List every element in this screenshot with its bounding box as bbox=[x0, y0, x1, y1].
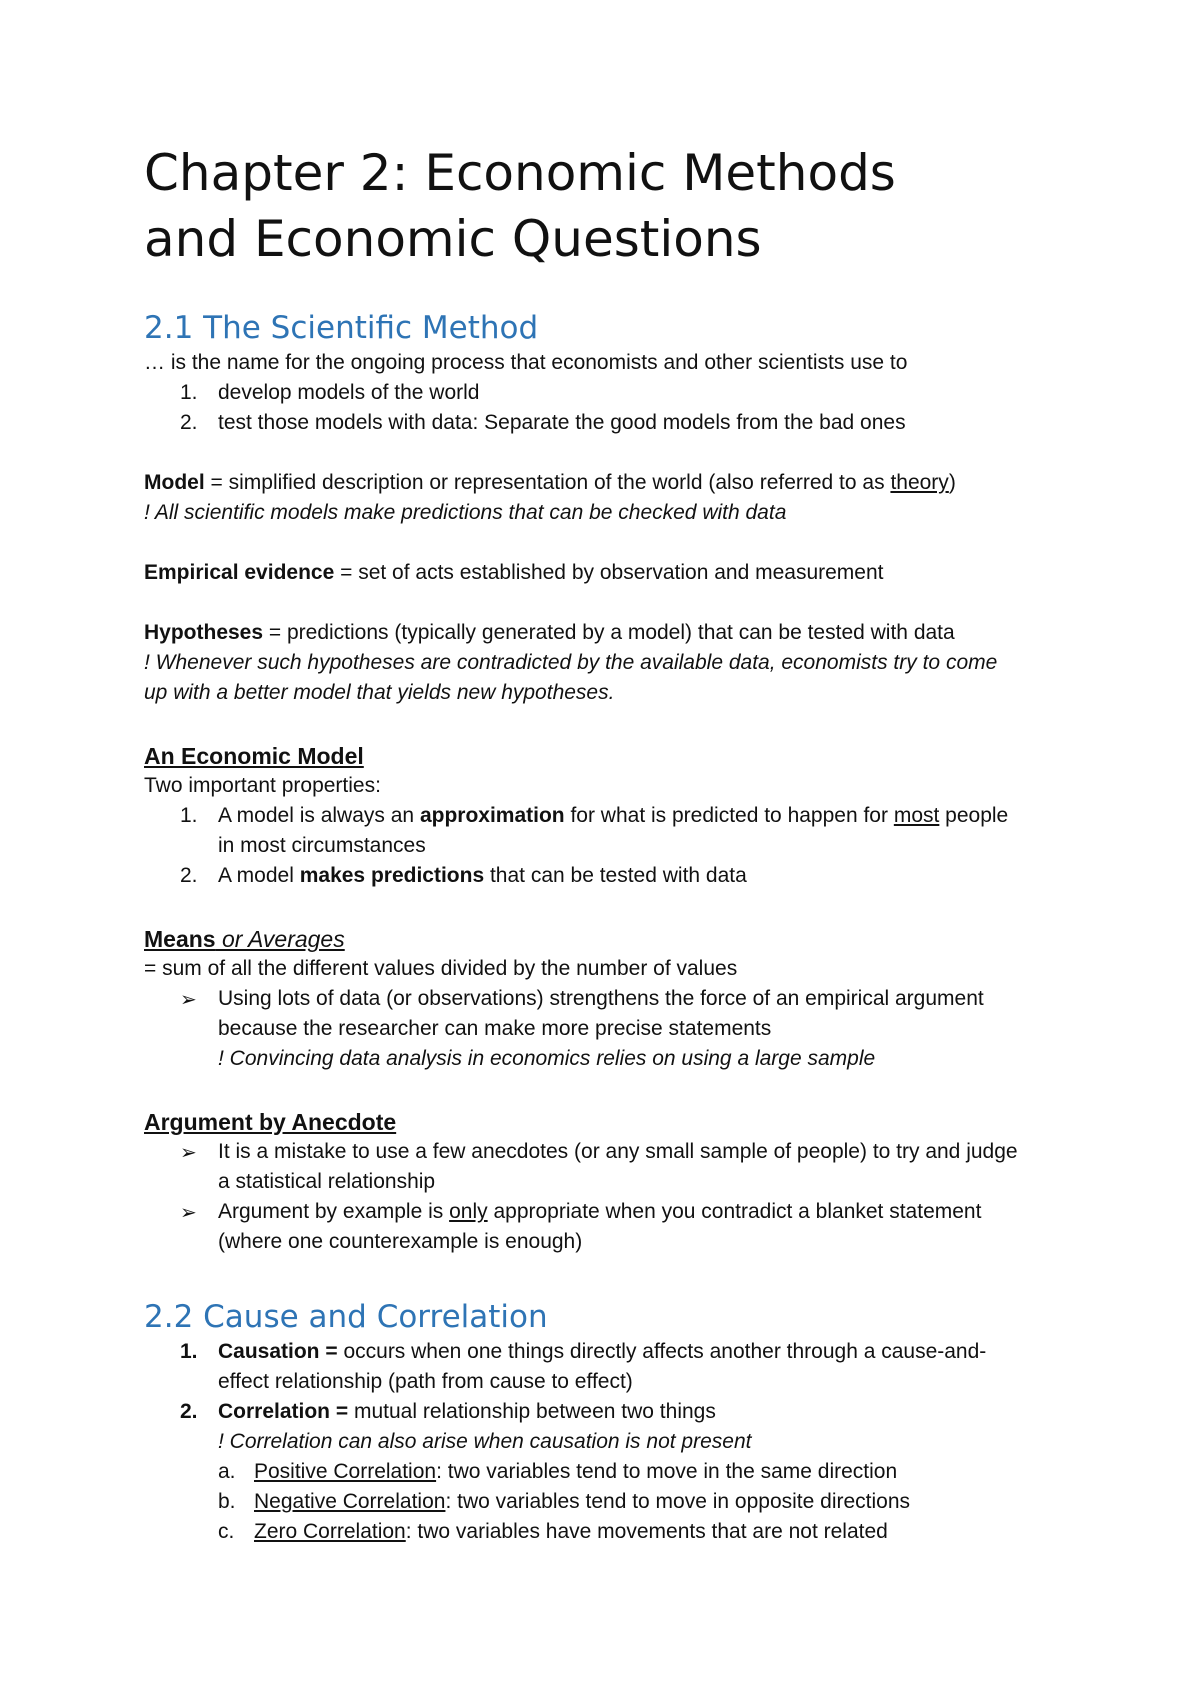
arrow-bullet-icon: ➢ bbox=[180, 1140, 197, 1164]
hypotheses-def-text: = predictions (typically generated by a model) that can be tested with data bbox=[263, 621, 955, 644]
hypotheses-definition bbox=[144, 618, 1064, 648]
list-text: that can be tested with data bbox=[484, 864, 747, 887]
makes-predictions-term: makes predictions bbox=[299, 864, 485, 887]
list-text: because the researcher can make more precise statements bbox=[218, 1017, 772, 1040]
means-note: ! Convincing data analysis in economics relies on using a large sample bbox=[218, 1047, 876, 1070]
model-close: ) bbox=[948, 471, 956, 494]
economic-model-intro: Two important properties: bbox=[144, 774, 381, 797]
approximation-term: approximation bbox=[419, 804, 565, 827]
list-text: Using lots of data (or observations) strengthens the force of an empirical argument bbox=[218, 987, 984, 1010]
sub-list-item bbox=[144, 1487, 1064, 1517]
list-text: effect relationship (path from cause to effect) bbox=[218, 1370, 633, 1393]
list-text: for what is predicted to happen for bbox=[564, 804, 894, 827]
list-text: A model is always an bbox=[218, 804, 420, 827]
sub-list-item bbox=[144, 1457, 1064, 1487]
document-page bbox=[144, 140, 1064, 1547]
arrow-bullet-icon: ➢ bbox=[180, 987, 197, 1011]
list-text: occurs when one things directly affects another through a cause-and- bbox=[337, 1340, 987, 1363]
list-text: mutual relationship between two things bbox=[348, 1400, 716, 1423]
list-text: test those models with data: Separate the good models from the bad ones bbox=[218, 411, 906, 434]
list-letter: b. bbox=[218, 1490, 236, 1513]
hypotheses-note-line1: ! Whenever such hypotheses are contradicted by the available data, economists try to come bbox=[144, 651, 998, 674]
list-text: develop models of the world bbox=[218, 381, 480, 404]
list-item bbox=[144, 1137, 1064, 1197]
hypotheses-note-line2: up with a better model that yields new hypotheses. bbox=[144, 681, 615, 704]
means-definition: = sum of all the different values divided by the number of values bbox=[144, 957, 738, 980]
model-def-text: = simplified description or representation of the world (also referred to as bbox=[204, 471, 891, 494]
most-term: most bbox=[893, 804, 940, 827]
list-item bbox=[144, 1397, 1064, 1457]
zero-correlation-term: Zero Correlation bbox=[254, 1520, 406, 1543]
list-item bbox=[144, 801, 1064, 861]
hypotheses-term: Hypotheses bbox=[144, 621, 264, 644]
means-term: Means bbox=[144, 926, 216, 952]
list-text: in most circumstances bbox=[218, 834, 426, 857]
list-text: appropriate when you contradict a blanket statement bbox=[487, 1200, 982, 1223]
theory-term: theory bbox=[890, 471, 949, 494]
means-heading bbox=[144, 924, 1064, 954]
empirical-def-text: = set of acts established by observation and measurement bbox=[334, 561, 884, 584]
list-number: 1. bbox=[180, 804, 198, 827]
sub-list-item bbox=[144, 1517, 1064, 1547]
list-text: : two variables tend to move in the same direction bbox=[436, 1460, 898, 1483]
list-number: 2. bbox=[180, 864, 198, 887]
list-text: a statistical relationship bbox=[218, 1170, 436, 1193]
list-letter: a. bbox=[218, 1460, 236, 1483]
list-text: A model bbox=[218, 864, 300, 887]
model-definition bbox=[144, 468, 1064, 498]
chapter-title bbox=[144, 140, 1064, 272]
empirical-term: Empirical evidence bbox=[144, 561, 335, 584]
list-number: 1. bbox=[180, 381, 198, 404]
list-item bbox=[144, 861, 1064, 891]
only-term: only bbox=[449, 1200, 488, 1223]
correlation-note: ! Correlation can also arise when causation is not present bbox=[218, 1430, 752, 1453]
chapter-title-line2: and Economic Questions bbox=[144, 210, 762, 268]
list-number: 1. bbox=[180, 1340, 198, 1363]
averages-term: or Averages bbox=[215, 926, 345, 952]
empirical-evidence-definition bbox=[144, 558, 1064, 588]
causation-term: Causation = bbox=[218, 1340, 338, 1363]
arrow-bullet-icon: ➢ bbox=[180, 1200, 197, 1224]
negative-correlation-term: Negative Correlation bbox=[254, 1490, 446, 1513]
list-item bbox=[144, 984, 1064, 1074]
chapter-title-line1: Chapter 2: Economic Methods bbox=[144, 144, 896, 202]
scientific-method-intro: … is the name for the ongoing process that economists and other scientists use to bbox=[144, 351, 908, 374]
list-number: 2. bbox=[180, 411, 198, 434]
model-term: Model bbox=[144, 471, 205, 494]
list-text: (where one counterexample is enough) bbox=[218, 1230, 583, 1253]
list-text: : two variables tend to move in opposite directions bbox=[445, 1490, 911, 1513]
list-text: It is a mistake to use a few anecdotes (or any small sample of people) to try and judge bbox=[218, 1140, 1018, 1163]
correlation-term: Correlation = bbox=[218, 1400, 349, 1423]
section-2-2-heading: 2.2 Cause and Correlation bbox=[144, 1299, 548, 1335]
list-letter: c. bbox=[218, 1520, 235, 1543]
model-note: ! All scientific models make predictions that can be checked with data bbox=[144, 501, 787, 524]
list-item bbox=[144, 378, 1064, 408]
list-item bbox=[144, 408, 1064, 438]
positive-correlation-term: Positive Correlation bbox=[254, 1460, 437, 1483]
anecdote-heading: Argument by Anecdote bbox=[144, 1109, 397, 1135]
list-text: Argument by example is bbox=[218, 1200, 450, 1223]
list-text: people bbox=[939, 804, 1009, 827]
list-number: 2. bbox=[180, 1400, 198, 1423]
economic-model-heading: An Economic Model bbox=[144, 743, 364, 769]
list-item bbox=[144, 1197, 1064, 1257]
list-text: : two variables have movements that are not related bbox=[405, 1520, 888, 1543]
section-2-1-heading: 2.1 The Scientific Method bbox=[144, 310, 539, 346]
list-item bbox=[144, 1337, 1064, 1397]
